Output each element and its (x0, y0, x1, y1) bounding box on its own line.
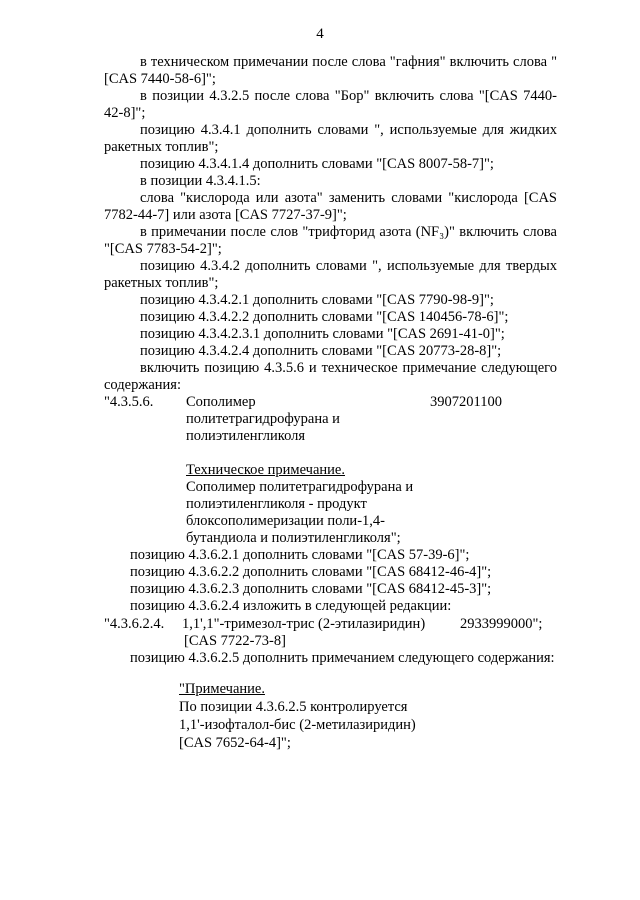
note-heading: Техническое примечание. (186, 462, 345, 478)
item-code: 2933999000"; (460, 616, 543, 632)
paragraph: в техническом примечании после слова "гафния" включить слова "[CAS 7440-58-6]"; (104, 54, 557, 87)
document-body (104, 54, 557, 752)
item-code: 3907201100 (430, 394, 502, 410)
note-line: [CAS 7652-64-4]"; (179, 735, 291, 751)
paragraph: позицию 4.3.6.2.5 дополнить примечанием следующего содержания: (130, 650, 555, 666)
paragraph: включить позицию 4.3.5.6 и техническое примечание следующего содержания: (104, 360, 557, 393)
item-name: Сополимер политетрагидрофурана и полиэтиленгликоля (186, 394, 340, 444)
paragraph: позицию 4.3.6.2.1 дополнить словами "[CAS 57-39-6]"; (130, 547, 470, 563)
paragraph: в позиции 4.3.4.1.5: (140, 173, 261, 189)
paragraph: позицию 4.3.4.2.3.1 дополнить словами "[CAS 2691-41-0]"; (140, 326, 505, 342)
item-number: "4.3.5.6. (104, 394, 154, 410)
item-4-3-5-6 (104, 394, 557, 445)
paragraph: позицию 4.3.6.2.3 дополнить словами "[CAS 68412-45-3]"; (130, 581, 492, 597)
paragraph: позицию 4.3.4.2.2 дополнить словами "[CAS 140456-78-6]"; (140, 309, 509, 325)
technical-note (186, 462, 426, 547)
note-text: Сополимер политетрагидрофурана и полиэтиленгликоля - продукт блоксополимеризации поли-1,4-бутандиола и полиэтиленгликоля"; (186, 479, 414, 546)
note-line: По позиции 4.3.6.2.5 контролируется (179, 699, 408, 715)
item-number: "4.3.6.2.4. (104, 616, 165, 632)
item-4-3-6-2-4 (104, 616, 557, 633)
paragraph: позицию 4.3.4.1.4 дополнить словами "[CAS 8007-58-7]"; (140, 156, 494, 172)
item-name: 1,1',1"-тримезол-трис (2-этилазиридин) (182, 616, 426, 632)
paragraph: позицию 4.3.4.1 дополнить словами ", используемые для жидких ракетных топлив"; (104, 122, 557, 155)
item-cas: [CAS 7722-73-8] (184, 633, 286, 649)
note-line: 1,1'-изофталол-бис (2-метилазиридин) (179, 717, 416, 733)
paragraph: слова "кислорода или азота" заменить словами "кислорода [CAS 7782-44-7] или азота [CAS 7727-37-9]"; (104, 190, 557, 223)
note-heading: "Примечание. (179, 681, 265, 697)
note (179, 680, 459, 752)
paragraph: в позиции 4.3.2.5 после слова "Бор" включить слова "[CAS 7440-42-8]"; (104, 88, 557, 121)
paragraph: в примечании после слов "трифторид азота (NF₃)" включить слова "[CAS 7783-54-2]"; (104, 224, 557, 257)
page-number: 4 (316, 26, 324, 42)
paragraph: позицию 4.3.6.2.2 дополнить словами "[CAS 68412-46-4]"; (130, 564, 492, 580)
paragraph: позицию 4.3.6.2.4 изложить в следующей редакции: (130, 598, 452, 614)
paragraph: позицию 4.3.4.2.1 дополнить словами "[CAS 7790-98-9]"; (140, 292, 494, 308)
paragraph: позицию 4.3.4.2.4 дополнить словами "[CAS 20773-28-8]"; (140, 343, 502, 359)
paragraph: позицию 4.3.4.2 дополнить словами ", используемые для твердых ракетных топлив"; (104, 258, 557, 291)
